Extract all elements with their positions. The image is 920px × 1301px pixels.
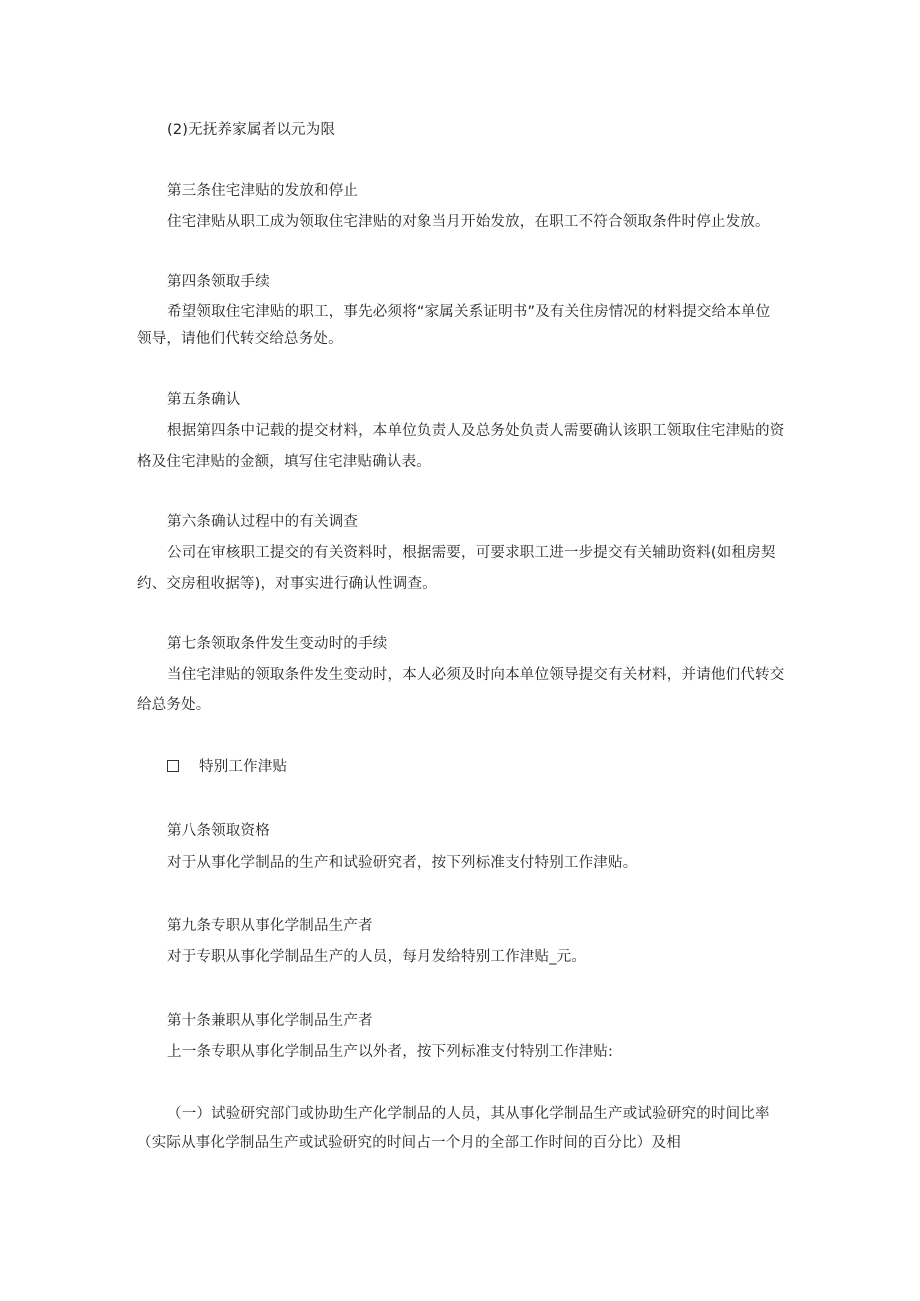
article-8-body: 对于从事化学制品的生产和试验研究者，按下列标准支付特别工作津贴。 xyxy=(167,855,638,871)
section-title: 特别工作津贴 xyxy=(199,759,288,775)
item-1-line-1: （一）试验研究部门或协助生产化学制品的人员，其从事化学制品生产或试验研究的时间比率 xyxy=(167,1106,770,1122)
article-8-heading: 第八条领取资格 xyxy=(167,823,270,839)
list-item-2: (2)无抚养家属者以元为限 xyxy=(167,122,336,138)
article-10-heading: 第十条兼职从事化学制品生产者 xyxy=(167,1013,373,1029)
article-4-body-line-1: 希望领取住宅津贴的职工，事先必须将“家属关系证明书”及有关住房情况的材料提交给本单位 xyxy=(167,304,771,320)
article-9-body: 对于专职从事化学制品生产的人员，每月发给特别工作津贴_元。 xyxy=(167,949,587,965)
article-9-heading: 第九条专职从事化学制品生产者 xyxy=(167,918,373,934)
section-heading xyxy=(167,757,287,777)
checkbox-icon xyxy=(167,760,179,772)
article-10-body: 上一条专职从事化学制品生产以外者，按下列标准支付特别工作津贴: xyxy=(167,1044,614,1060)
article-6-body-line-1: 公司在审核职工提交的有关资料时，根据需要，可要求职工进一步提交有关辅助资料(如租房契 xyxy=(167,545,776,561)
article-6-heading: 第六条确认过程中的有关调查 xyxy=(167,514,359,530)
article-3-body: 住宅津贴从职工成为领取住宅津贴的对象当月开始发放，在职工不符合领取条件时停止发放。 xyxy=(167,214,770,230)
article-7-body-line-1: 当住宅津贴的领取条件发生变动时，本人必须及时向本单位领导提交有关材料，并请他们代转交 xyxy=(167,667,785,683)
article-6-body-line-2: 约、交房租收据等)，对事实进行确认性调查。 xyxy=(137,576,437,592)
article-4-body-line-2: 领导，请他们代转交给总务处。 xyxy=(137,331,343,347)
article-7-body-line-2: 给总务处。 xyxy=(137,697,211,713)
article-5-body-line-1: 根据第四条中记载的提交材料，本单位负责人及总务处负责人需要确认该职工领取住宅津贴的资 xyxy=(167,423,785,439)
article-5-body-line-2: 格及住宅津贴的金额，填写住宅津贴确认表。 xyxy=(137,454,431,470)
article-3-heading: 第三条住宅津贴的发放和停止 xyxy=(167,183,359,199)
article-5-heading: 第五条确认 xyxy=(167,392,241,408)
item-1-line-2: （实际从事化学制品生产或试验研究的时间占一个月的全部工作时间的百分比）及相 xyxy=(137,1135,681,1151)
article-7-heading: 第七条领取条件发生变动时的手续 xyxy=(167,636,388,652)
article-4-heading: 第四条领取手续 xyxy=(167,274,270,290)
